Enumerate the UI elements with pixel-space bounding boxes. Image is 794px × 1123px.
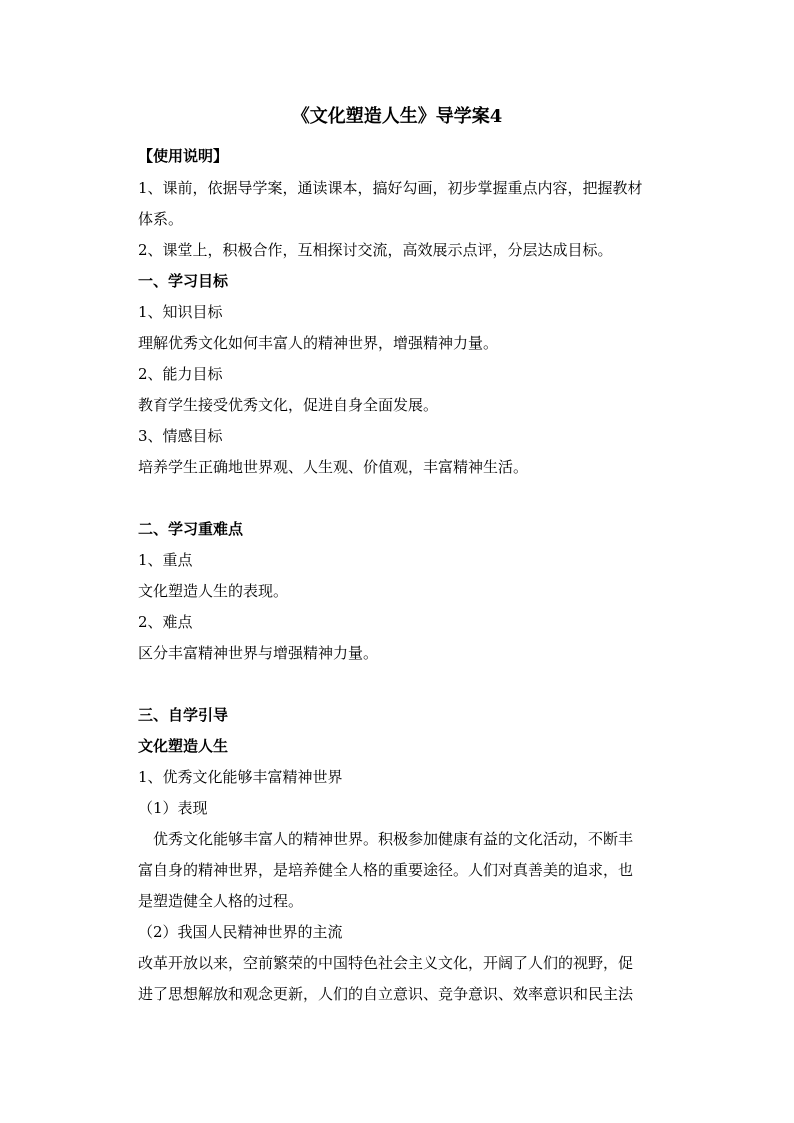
section-2-sub-2-title: 2、难点 <box>138 613 193 631</box>
section-3-part-2-line-1: 改革开放以来，空前繁荣的中国特色社会主义文化，开阔了人们的视野，促 <box>138 954 634 972</box>
section-1-sub-1-text: 理解优秀文化如何丰富人的精神世界，增强精神力量。 <box>138 334 499 352</box>
section-2-heading: 二、学习重难点 <box>138 520 244 538</box>
usage-item-1-line-1: 1、课前，依据导学案，通读课本，搞好勾画，初步掌握重点内容，把握教材 <box>138 179 643 197</box>
section-2-sub-1-title: 1、重点 <box>138 551 193 569</box>
section-1-sub-3-text: 培养学生正确地世界观、人生观、价值观，丰富精神生活。 <box>138 458 529 476</box>
section-3-heading: 三、自学引导 <box>138 706 229 724</box>
usage-item-1-line-2: 体系。 <box>138 210 184 228</box>
usage-heading: 【使用说明】 <box>138 147 229 165</box>
section-1-heading: 一、学习目标 <box>138 272 229 290</box>
section-3-part-1-line-1: 优秀文化能够丰富人的精神世界。积极参加健康有益的文化活动，不断丰 <box>153 830 634 848</box>
usage-item-2: 2、课堂上，积极合作，互相探讨交流，高效展示点评，分层达成目标。 <box>138 241 613 259</box>
section-1-sub-1-title: 1、知识目标 <box>138 303 223 321</box>
section-3-part-2-title: （2）我国人民精神世界的主流 <box>138 923 343 941</box>
section-1-sub-2-text: 教育学生接受优秀文化，促进自身全面发展。 <box>138 396 439 414</box>
section-1-sub-2-title: 2、能力目标 <box>138 365 223 383</box>
section-3-part-1-title: （1）表现 <box>138 799 208 817</box>
section-2-sub-2-text: 区分丰富精神世界与增强精神力量。 <box>138 644 379 662</box>
section-1-sub-3-title: 3、情感目标 <box>138 427 223 445</box>
document-title: 《文化塑造人生》导学案4 <box>291 106 503 127</box>
section-3-part-1-line-3: 是塑造健全人格的过程。 <box>138 892 304 910</box>
section-3-point-1: 1、优秀文化能够丰富精神世界 <box>138 768 343 786</box>
section-3-part-2-line-2: 进了思想解放和观念更新，人们的自立意识、竞争意识、效率意识和民主法 <box>138 985 634 1003</box>
section-2-sub-1-text: 文化塑造人生的表现。 <box>138 582 289 600</box>
section-3-subheading: 文化塑造人生 <box>138 737 229 755</box>
section-3-part-1-line-2: 富自身的精神世界，是培养健全人格的重要途径。人们对真善美的追求，也 <box>138 861 634 879</box>
